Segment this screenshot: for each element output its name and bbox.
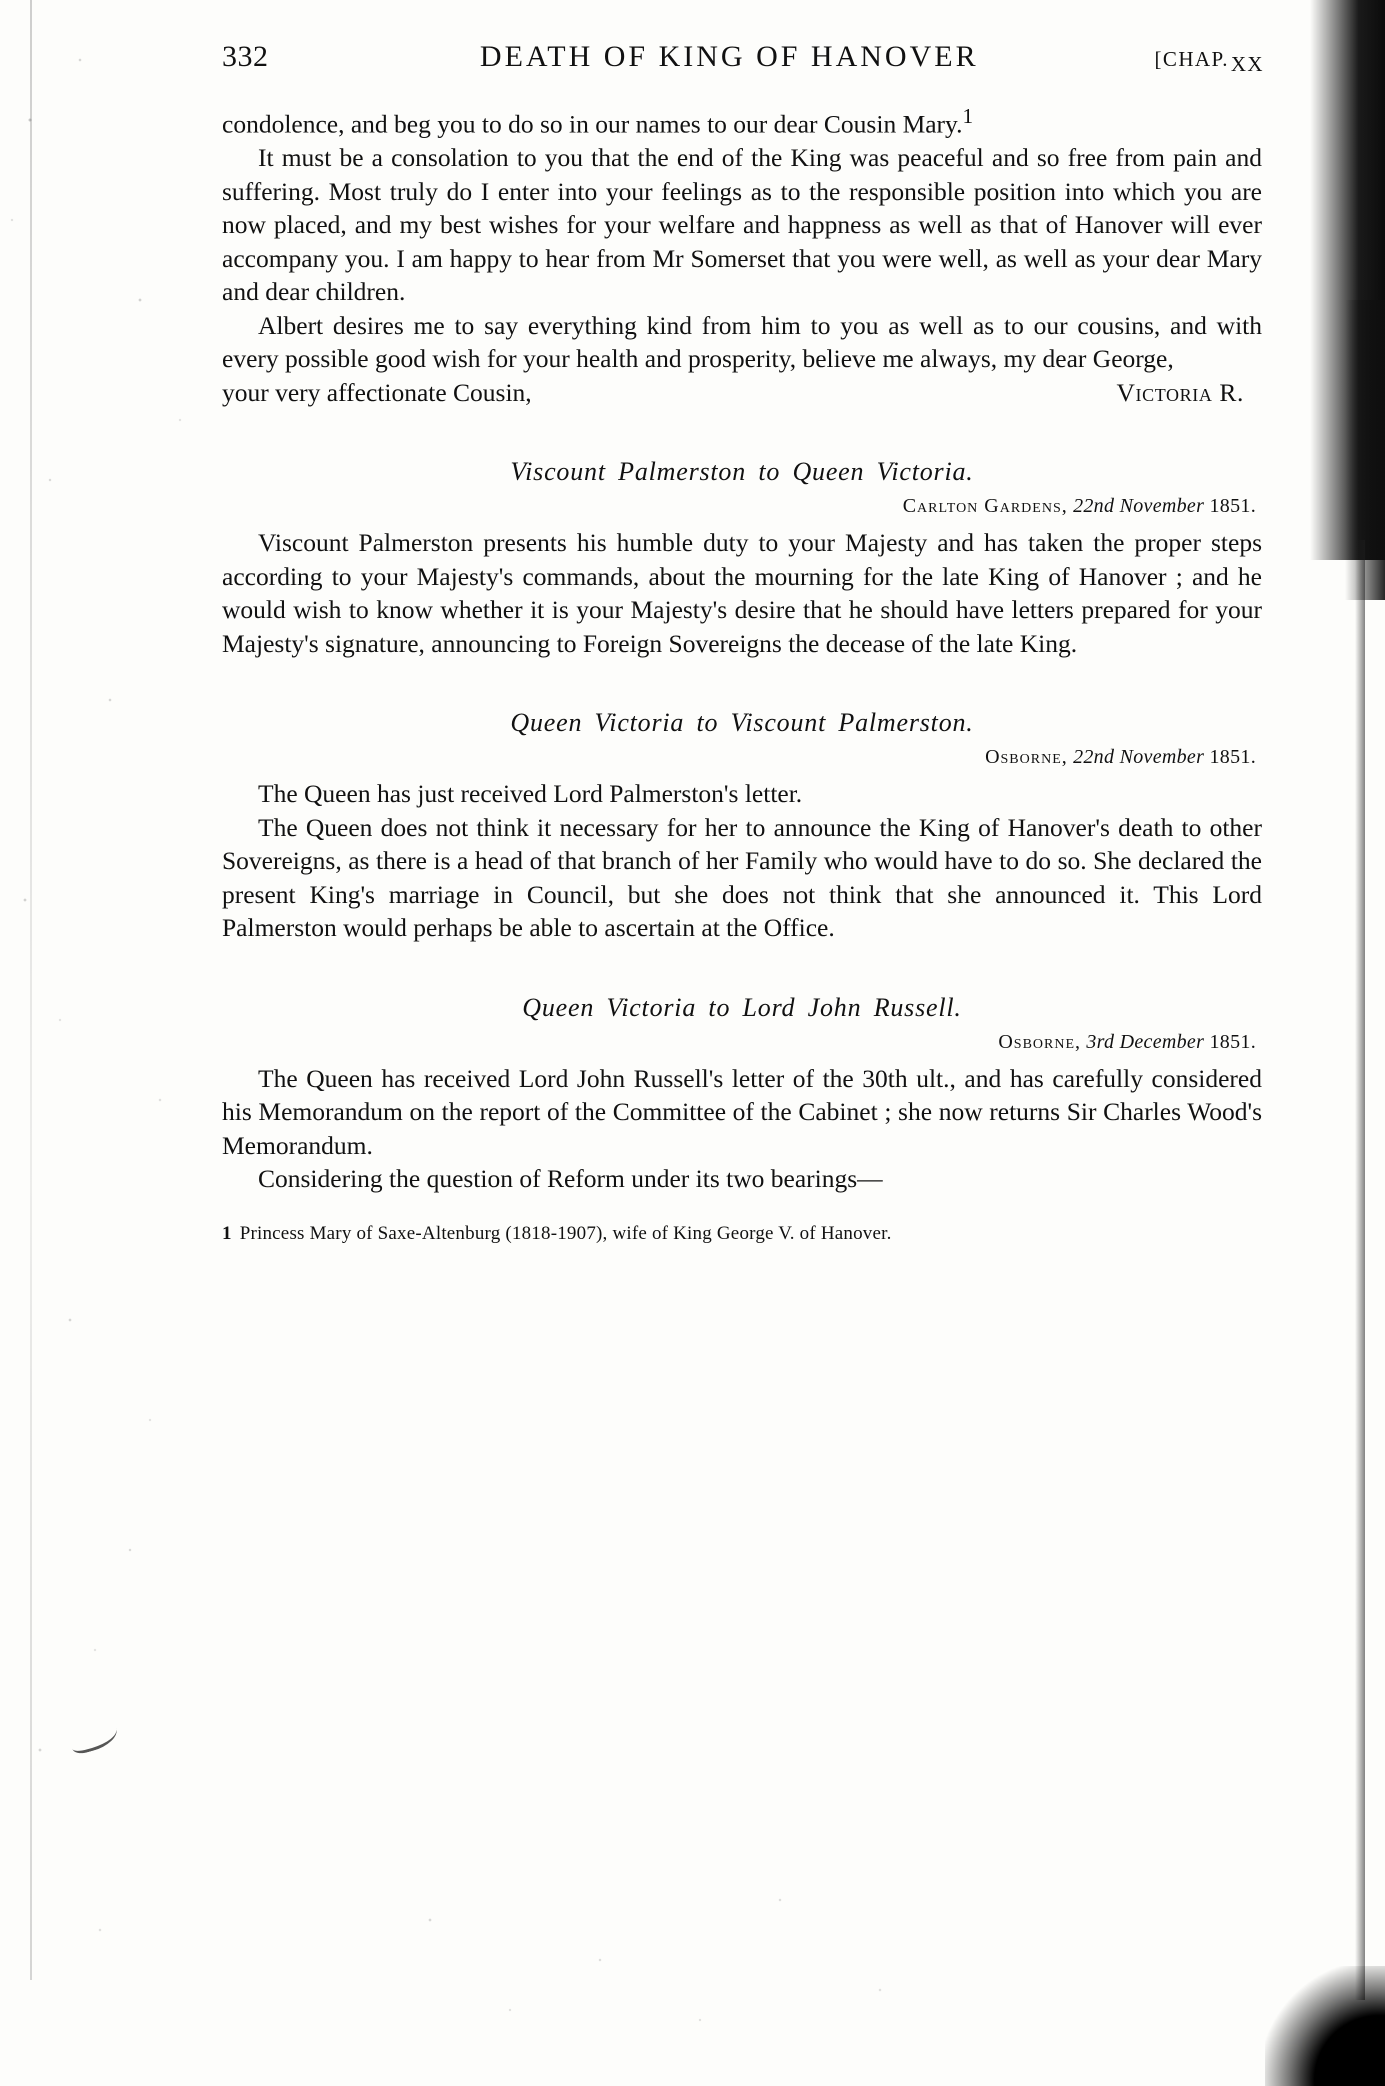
letter-body-2-para-1: The Queen has just received Lord Palmerston's letter. <box>258 779 803 808</box>
scan-edge-line <box>30 0 32 1980</box>
scan-speckle-left <box>0 0 215 2086</box>
running-title: DEATH OF KING OF HANOVER <box>479 40 979 73</box>
signature-line <box>222 376 1262 410</box>
page-number: 332 <box>222 40 269 73</box>
footnote-text: Princess Mary of Saxe-Altenburg (1818-1907), wife of King George V. of Hanover. <box>239 1222 892 1244</box>
letter-date-year-3: 1851. <box>1209 1030 1256 1053</box>
paragraph-continued-1-text: condolence, and beg you to do so in our names to our dear Cousin Mary. <box>222 109 963 139</box>
chapter-label-text: [CHAP. <box>1154 47 1229 71</box>
paragraph-continued-2: It must be a consolation to you that the end of the King was peaceful and so free from pain and suffering. Most truly do I enter into your feelings as to the responsible position into which you are now placed, and my best wishes for your welfare and happness as well as that of Hanover will ever accompany you. I am happy to hear from Mr Somerset that you were well, as well as your dear Mary and dear children. <box>222 143 1262 306</box>
letter-heading-1: Viscount Palmerston to Queen Victoria. <box>510 457 974 486</box>
letter-place-date-2 <box>222 746 1262 769</box>
letter-date-day-3: 3rd <box>1086 1030 1115 1053</box>
footnote-marker: 1 <box>222 1222 232 1244</box>
letter-place-date-1 <box>222 495 1262 518</box>
letter-body-3-para-1: The Queen has received Lord John Russell's letter of the 30th ult., and has carefully considered his Memorandum on the report of the Committee of the Cabinet ; she now returns Sir Charles Wood's Memorandum. <box>222 1063 1262 1160</box>
letter-place-1: Carlton Gardens, <box>902 495 1068 517</box>
letter-date-year-2: 1851. <box>1209 746 1256 768</box>
letter-place-date-3 <box>222 1031 1262 1054</box>
letter-date-day-2: 22nd <box>1073 746 1115 768</box>
footnote <box>222 1222 1262 1246</box>
letter-place-2: Osborne, <box>985 746 1068 768</box>
letter-date-month-1: November <box>1119 495 1205 517</box>
chapter-label <box>1147 47 1264 76</box>
footnote-reference: 1 <box>962 104 974 128</box>
letter-body-1: Viscount Palmerston presents his humble duty to your Majesty and has taken the proper steps according to your Majesty's commands, about the mourning for the late King of Hanover ; and he would wish to know whether it is your Majesty's desire that he should have letters prepared for your Majesty's signature, announcing to Foreign Sovereigns the decease of the late King. <box>222 528 1262 658</box>
scan-edge-strip-right <box>1355 540 1365 2000</box>
signature-name: Victoria R. <box>1116 377 1244 407</box>
scan-shadow-right-secondary <box>1345 300 1385 600</box>
scan-speckle-bottom <box>180 1860 1180 2060</box>
letter-date-year-1: 1851. <box>1209 495 1256 517</box>
letter-date-month-2: November <box>1119 746 1205 768</box>
letter-heading-2: Queen Victoria to Viscount Palmerston. <box>510 708 974 737</box>
paragraph-continued-3: Albert desires me to say everything kind from him to you as well as to our cousins, and with every possible good wish for your health and prosperity, believe me always, my dear George, <box>222 310 1262 373</box>
letter-date-month-3: December <box>1119 1030 1205 1053</box>
letter-place-3: Osborne, <box>998 1030 1082 1053</box>
letter-heading-3: Queen Victoria to Lord John Russell. <box>522 992 962 1022</box>
letter-body-3-para-2: Considering the question of Reform under its two bearings— <box>258 1164 883 1193</box>
letter-date-day-1: 22nd <box>1073 495 1115 517</box>
scan-shadow-corner <box>1265 1966 1385 2086</box>
signature-lead: your very affectionate Cousin, <box>222 377 532 407</box>
chapter-number: XX <box>1230 52 1264 76</box>
page-text-column <box>222 40 1262 1246</box>
running-head <box>222 40 1262 74</box>
letter-body-2-para-2: The Queen does not think it necessary for her to announce the King of Hanover's death to other Sovereigns, as there is a head of that branch of her Family who would have to do so. She declared the present King's marriage in Council, but she does not think that she announced it. This Lord Palmerston would perhaps be able to ascertain at the Office. <box>222 812 1262 942</box>
paragraph-continued-1 <box>222 100 1262 141</box>
